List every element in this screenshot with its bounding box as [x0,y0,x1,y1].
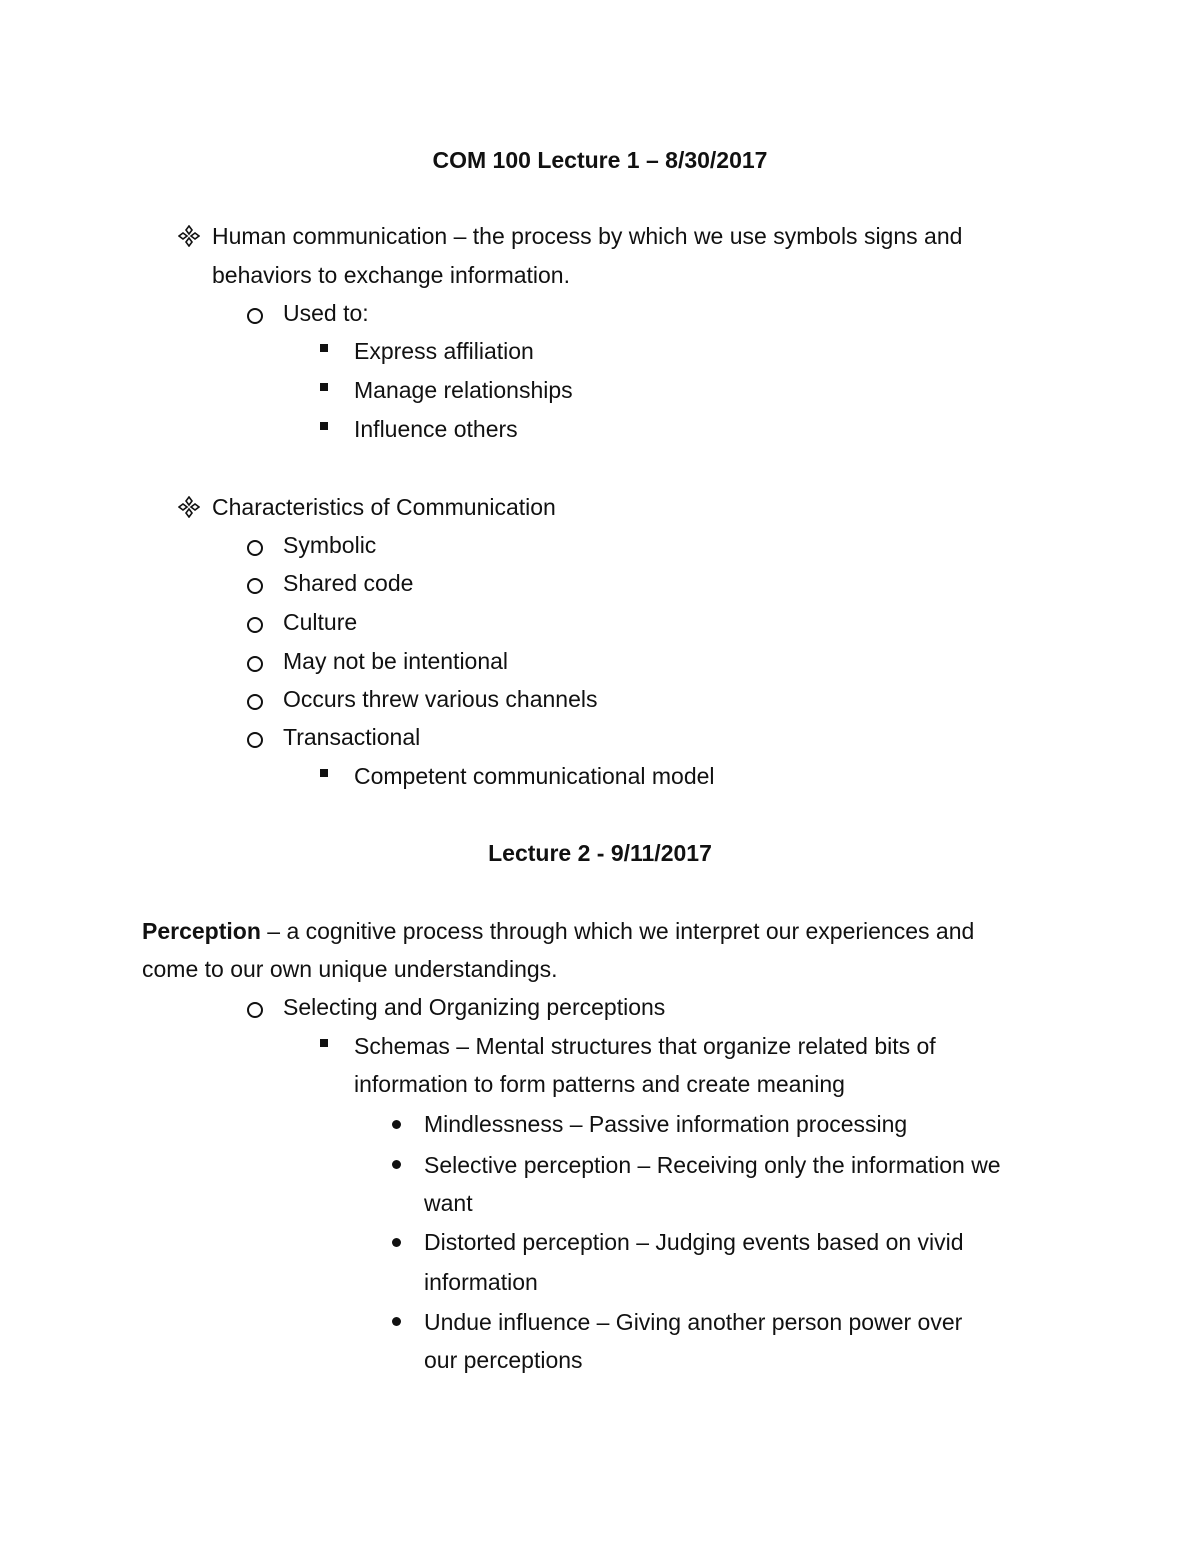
list-item: May not be intentional [283,648,509,674]
list-item: Undue influence – Giving another person power over [424,1309,963,1335]
list-item: Shared code [283,570,414,596]
circle-bullet-icon [247,732,263,748]
lecture2-title: Lecture 2 - 9/11/2017 [488,840,712,866]
lecture1-title: COM 100 Lecture 1 – 8/30/2017 [432,147,768,173]
list-item: Distorted perception – Judging events based on vivid [424,1229,964,1255]
circle-bullet-icon [247,617,263,633]
list-item: Symbolic [283,532,377,558]
square-bullet-icon [320,422,328,430]
perception-definition-line1 [142,917,974,945]
dot-bullet-icon [392,1120,401,1129]
list-item: Occurs threw various channels [283,686,598,712]
circle-bullet-icon [247,540,263,556]
selecting-organizing-label: Selecting and Organizing perceptions [283,994,666,1020]
schemas-line1: Schemas – Mental structures that organize related bits of [354,1033,936,1059]
circle-bullet-icon [247,656,263,672]
list-item: Influence others [354,416,518,442]
perception-definition-text: – a cognitive process through which we interpret our experiences and [260,918,975,944]
list-item: Culture [283,609,358,635]
list-item: Transactional [283,724,421,750]
perception-term: Perception [142,918,261,944]
schemas-line2: information to form patterns and create meaning [354,1071,845,1097]
dot-bullet-icon [392,1238,401,1247]
diamond-bullet-icon [178,496,200,518]
list-item-continuation: want [424,1190,473,1216]
circle-bullet-icon [247,578,263,594]
diamond-bullet-icon [178,225,200,247]
list-item-continuation: information [424,1269,538,1295]
list-item: Selective perception – Receiving only the information we [424,1152,1001,1178]
human-communication-line1: Human communication – the process by which we use symbols signs and [212,223,963,249]
human-communication-line2: behaviors to exchange information. [212,262,570,288]
list-item: Express affiliation [354,338,534,364]
circle-bullet-icon [247,1002,263,1018]
list-item: Manage relationships [354,377,573,403]
list-item: Competent communicational model [354,763,715,789]
perception-definition-line2: come to our own unique understandings. [142,956,558,982]
circle-bullet-icon [247,308,263,324]
square-bullet-icon [320,344,328,352]
list-item: Mindlessness – Passive information processing [424,1111,908,1137]
dot-bullet-icon [392,1317,401,1326]
circle-bullet-icon [247,694,263,710]
characteristics-heading: Characteristics of Communication [212,494,556,520]
square-bullet-icon [320,383,328,391]
square-bullet-icon [320,1039,328,1047]
dot-bullet-icon [392,1160,401,1169]
square-bullet-icon [320,769,328,777]
list-item-continuation: our perceptions [424,1347,583,1373]
used-to-label: Used to: [283,300,369,326]
